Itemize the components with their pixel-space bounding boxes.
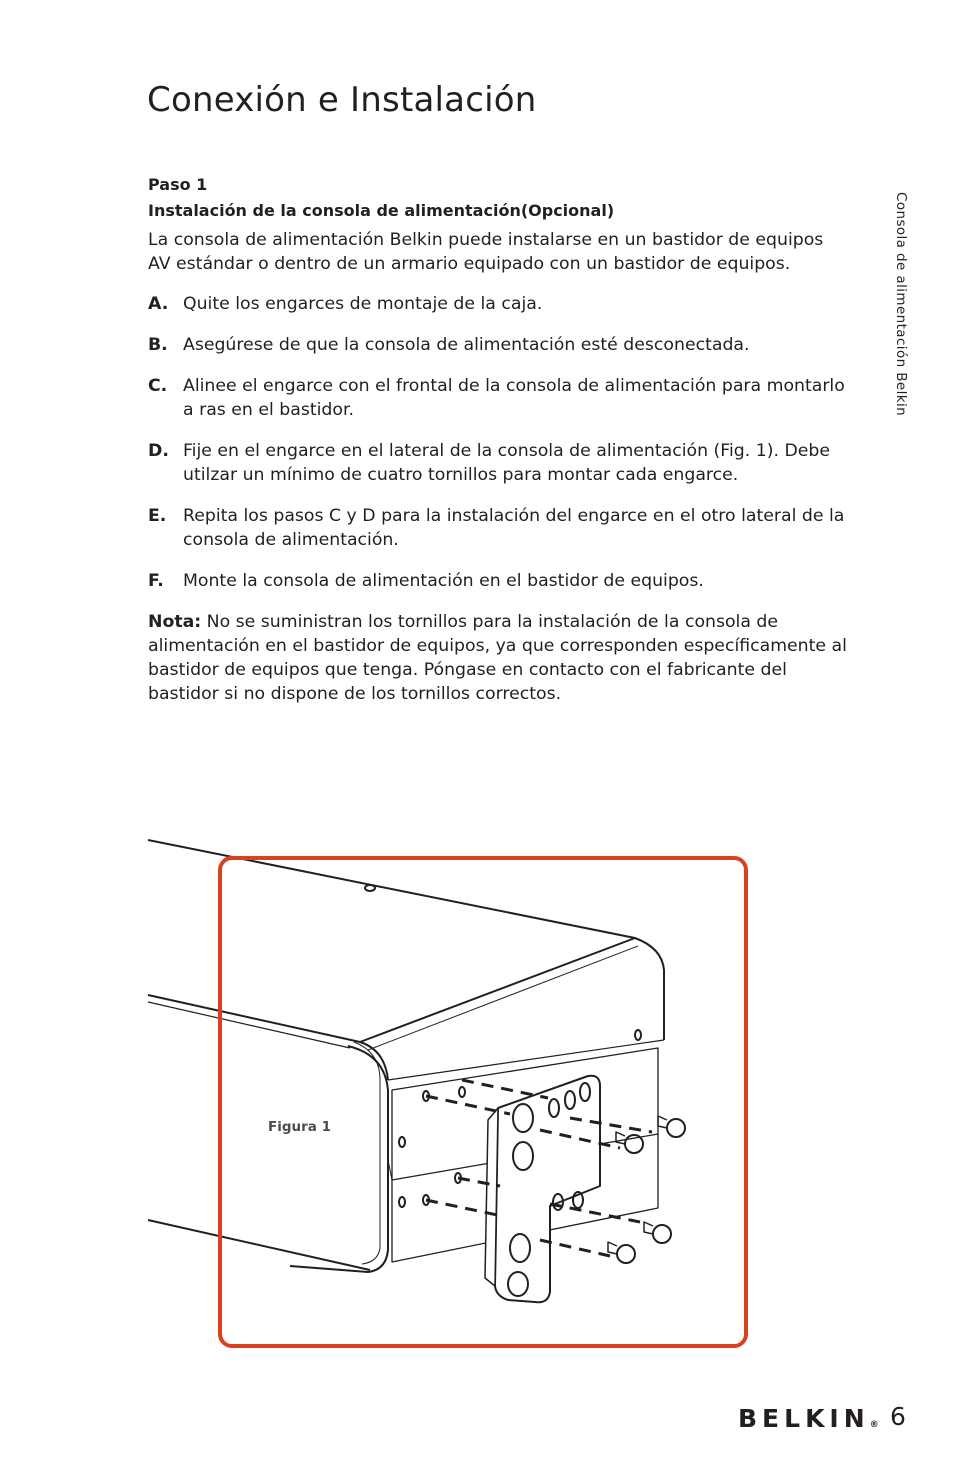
figure-caption: Figura 1: [268, 1119, 331, 1135]
instruction-list: [148, 292, 848, 593]
side-tab-label: Consola de alimentación Belkin: [893, 192, 909, 417]
list-item: [148, 292, 848, 316]
page-title: Conexión e Instalación: [147, 80, 537, 120]
list-item: [148, 439, 848, 487]
main-content: [148, 172, 848, 706]
console-top-front-edge: [148, 995, 388, 1080]
list-item-text: Monte la consola de alimentación en el bastidor de equipos.: [183, 571, 704, 591]
list-item-letter: E.: [148, 506, 167, 526]
list-item: [148, 569, 848, 593]
console-front-corner: [290, 1046, 388, 1272]
list-item: [148, 333, 848, 357]
step-intro: La consola de alimentación Belkin puede instalarse en un bastidor de equipos AV estándar o dentro de un armario equipado con un bastidor de equipos.: [148, 230, 824, 274]
note-paragraph: [148, 610, 848, 706]
list-item-text: Alinee el engarce con el frontal de la consola de alimentación para montarlo a ras en el bastidor.: [183, 376, 845, 420]
list-item-letter: C.: [148, 376, 168, 396]
screw: [667, 1119, 685, 1137]
note-text: No se suministran los tornillos para la instalación de la consola de alimentación en el bastidor de equipos, ya que corresponden específicamente al bastidor de equipos que tenga. Póngase en contacto con el fabricante del bastidor si no dispone de los tornillos correctos.: [148, 612, 847, 704]
list-item-text: Quite los engarces de montaje de la caja.: [183, 294, 543, 314]
list-item-letter: F.: [148, 571, 164, 591]
step-label: Paso 1: [148, 175, 208, 194]
list-item-text: Fije en el engarce en el lateral de la consola de alimentación (Fig. 1). Debe utilzar un mínimo de cuatro tornillos para montar cada engarce.: [183, 441, 831, 485]
list-item-letter: B.: [148, 335, 168, 355]
belkin-logo: [738, 1404, 879, 1433]
list-item-text: Asegúrese de que la consola de alimentación esté desconectada.: [183, 335, 750, 355]
list-item-letter: A.: [148, 294, 169, 314]
belkin-logo-text: BELKIN: [738, 1404, 870, 1433]
figure-highlight-frame: [220, 858, 746, 1346]
screw: [617, 1245, 635, 1263]
power-console-drawing: [140, 830, 760, 1360]
console-top-edge: [148, 840, 664, 1040]
list-item-text: Repita los pasos C y D para la instalación del engarce en el otro lateral de la consola de alimentación.: [183, 506, 845, 550]
list-item: [148, 504, 848, 552]
figure-1-illustration: [140, 830, 760, 1360]
step-title: Instalación de la consola de alimentación(Opcional): [148, 201, 615, 220]
registered-mark: ®: [869, 1420, 879, 1430]
note-label: Nota:: [148, 612, 202, 632]
screw: [653, 1225, 671, 1243]
list-item: [148, 374, 848, 422]
mounting-bracket: [495, 1076, 600, 1303]
page-number: 6: [890, 1402, 906, 1431]
list-item-letter: D.: [148, 441, 169, 461]
